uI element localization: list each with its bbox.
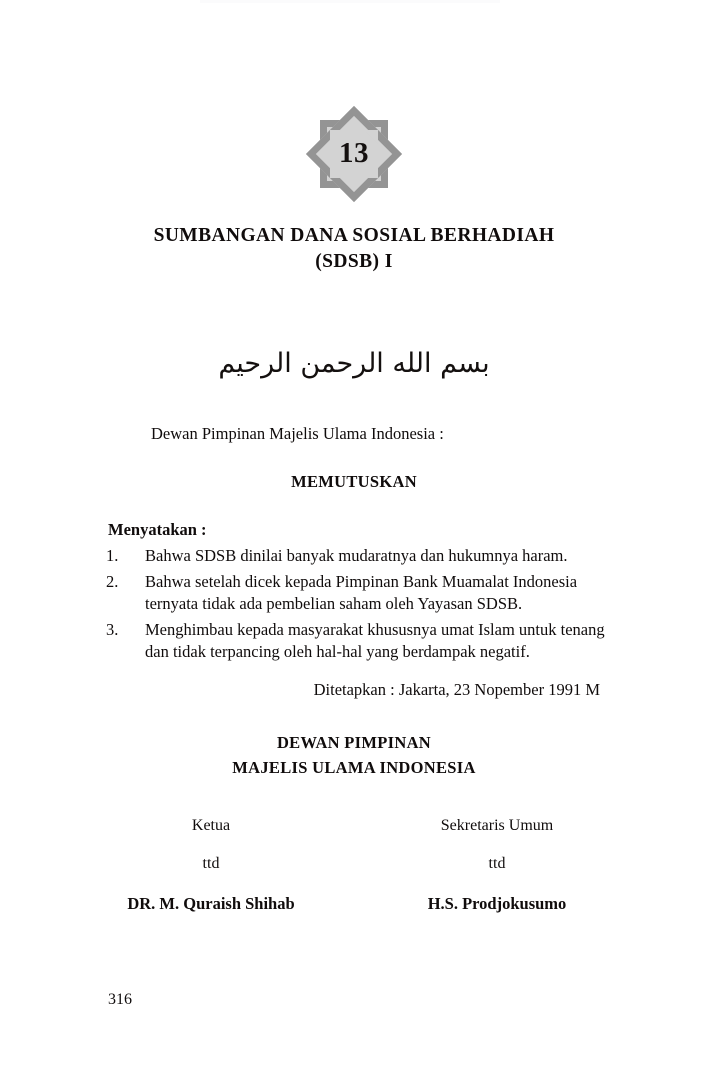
basmala-calligraphy: بسم الله الرحمن الرحيم [218, 348, 490, 379]
list-item-text: Bahwa setelah dicek kepada Pimpinan Bank Muamalat Indonesia ternyata tidak ada pembelian saham oleh Yayasan SDSB. [145, 571, 578, 613]
signature-mark: ttd [488, 855, 506, 872]
intro-line: Dewan Pimpinan Majelis Ulama Indonesia : [151, 424, 444, 443]
list-item-number: 1. [106, 546, 119, 565]
signature-role: Ketua [191, 817, 231, 834]
organization-line-1: DEWAN PIMPINAN [276, 733, 432, 752]
list-item [106, 619, 610, 664]
signature-column-secretary [346, 816, 608, 914]
place-and-date: Ditetapkan : Jakarta, 23 Nopember 1991 M [313, 680, 600, 699]
chapter-badge-star [312, 112, 396, 196]
list-item-text: Bahwa SDSB dinilai banyak mudaratnya dan hukumnya haram. [145, 546, 568, 565]
declare-heading: Menyatakan : [108, 520, 207, 539]
list-item [106, 571, 610, 616]
signature-name: DR. M. Quraish Shihab [127, 894, 295, 913]
organization-line-2: MAJELIS ULAMA INDONESIA [232, 758, 476, 777]
chapter-number: 13 [339, 136, 369, 169]
signature-role: Sekretaris Umum [440, 817, 554, 834]
signature-mark: ttd [202, 855, 220, 872]
organization-block [0, 730, 708, 780]
signature-name: H.S. Prodjokusumo [427, 894, 567, 913]
decision-points-list [106, 545, 610, 667]
list-item-text: Menghimbau kepada masyarakat khususnya umat Islam untuk tenang dan tidak terpancing oleh hal-hal yang berdampak negatif. [145, 619, 605, 661]
decision-heading: MEMUTUSKAN [291, 472, 417, 491]
signature-column-chairman [100, 816, 346, 914]
list-item-number: 3. [106, 619, 119, 639]
signature-block [100, 816, 608, 914]
chapter-badge-container [0, 112, 708, 196]
scan-edge-band [200, 0, 500, 3]
list-item-number: 2. [106, 571, 119, 591]
page-title [0, 223, 708, 275]
page-title-line-2: (SDSB) I [315, 251, 393, 273]
page-title-line-1: SUMBANGAN DANA SOSIAL BERHADIAH [153, 225, 555, 247]
list-item [106, 545, 610, 568]
page-number: 316 [108, 991, 132, 1008]
